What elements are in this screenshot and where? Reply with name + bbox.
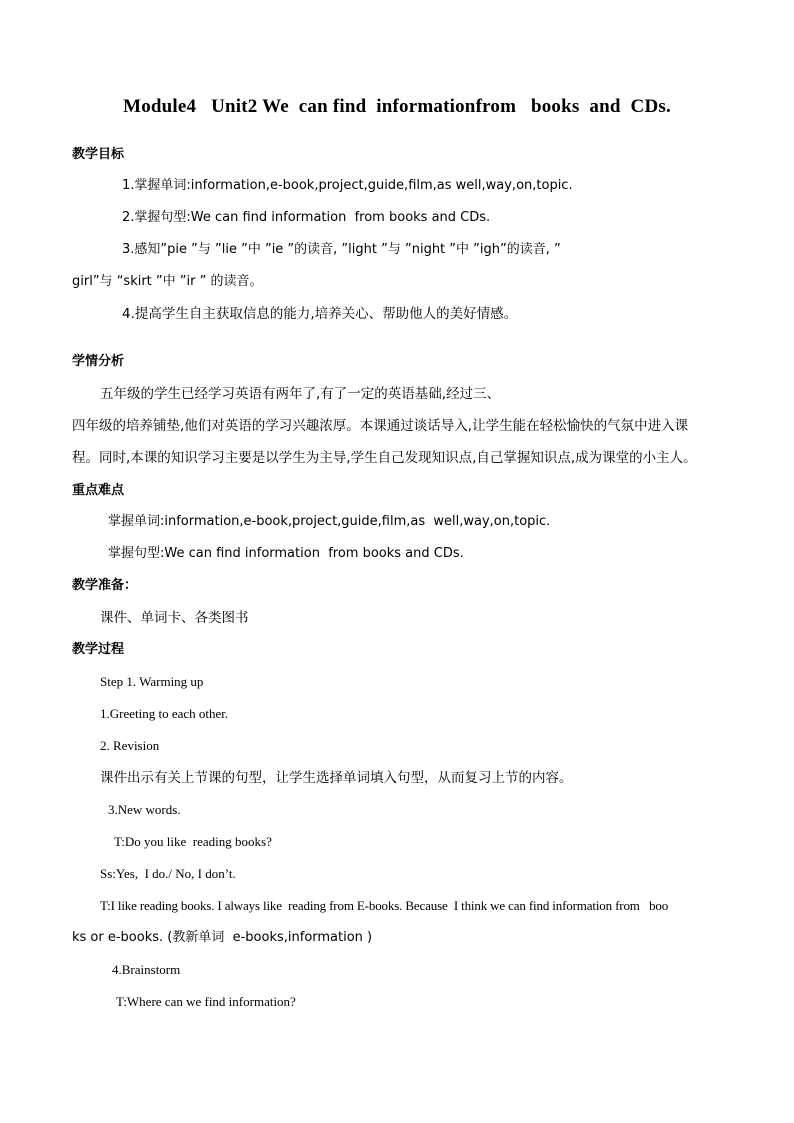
process-brainstorm: 4.Brainstorm: [112, 962, 181, 977]
process-revision-detail: 课件出示有关上节课的句型，让学生选择单词填入句型，从而复习上节的内容。: [100, 770, 573, 786]
dialogue-teacher-statement-continued: ks or e-books. (教新单词 e-books,information ): [72, 930, 373, 945]
preparation-materials: 课件、单词卡、各类图书: [100, 610, 249, 626]
process-new-words: 3.New words.: [108, 802, 181, 817]
section-heading-objectives: 教学目标: [72, 147, 125, 162]
analysis-line-1: 五年级的学生已经学习英语有两年了,有了一定的英语基础,经过三、: [100, 386, 501, 402]
process-step-1: Step 1. Warming up: [100, 674, 204, 689]
section-heading-key-points: 重点难点: [72, 483, 125, 498]
section-heading-process: 教学过程: [72, 642, 125, 657]
analysis-line-3: 程。同时,本课的知识学习主要是以学生为主导,学生自己发现知识点,自己掌握知识点,成为课堂的小主人。: [72, 450, 697, 466]
dialogue-brainstorm-question: T:Where can we find information?: [116, 994, 296, 1009]
objective-item-4: 4.提高学生自主获取信息的能力,培养关心、帮助他人的美好情感。: [122, 306, 518, 322]
objective-item-1: 1.掌握单词:information,e-book,project,guide,film,as well,way,on,topic.: [122, 178, 573, 193]
objective-item-2: 2.掌握句型:We can find information from books and CDs.: [122, 210, 491, 225]
key-point-sentence: 掌握句型:We can find information from books and CDs.: [108, 546, 464, 561]
dialogue-students-answer: Ss:Yes, I do./ No, I don’t.: [100, 866, 236, 881]
process-greeting: 1.Greeting to each other.: [100, 706, 229, 721]
dialogue-teacher-statement: T:I like reading books. I always like reading from E-books. Because I think we can find information from boo: [100, 898, 669, 913]
analysis-line-2: 四年级的培养铺垫,他们对英语的学习兴趣浓厚。本课通过谈话导入,让学生能在轻松愉快的气氛中进入课: [72, 418, 689, 434]
document-title: Module4 Unit2 We can find informationfrom books and CDs.: [123, 96, 671, 117]
process-revision: 2. Revision: [100, 738, 160, 753]
section-heading-analysis: 学情分析: [72, 354, 125, 369]
objective-item-3-continued: girl”与 “skirt ”中 ”ir ” 的读音。: [72, 274, 263, 289]
section-heading-preparation: 教学准备：: [72, 578, 138, 593]
dialogue-teacher-question: T:Do you like reading books?: [114, 834, 272, 849]
objective-item-3: 3.感知”pie ”与 ”lie ”中 ”ie ”的读音, ”light ”与 ”night ”中 ”igh”的读音, ”: [122, 242, 561, 257]
key-point-words: 掌握单词:information,e-book,project,guide,film,as well,way,on,topic.: [108, 514, 551, 529]
